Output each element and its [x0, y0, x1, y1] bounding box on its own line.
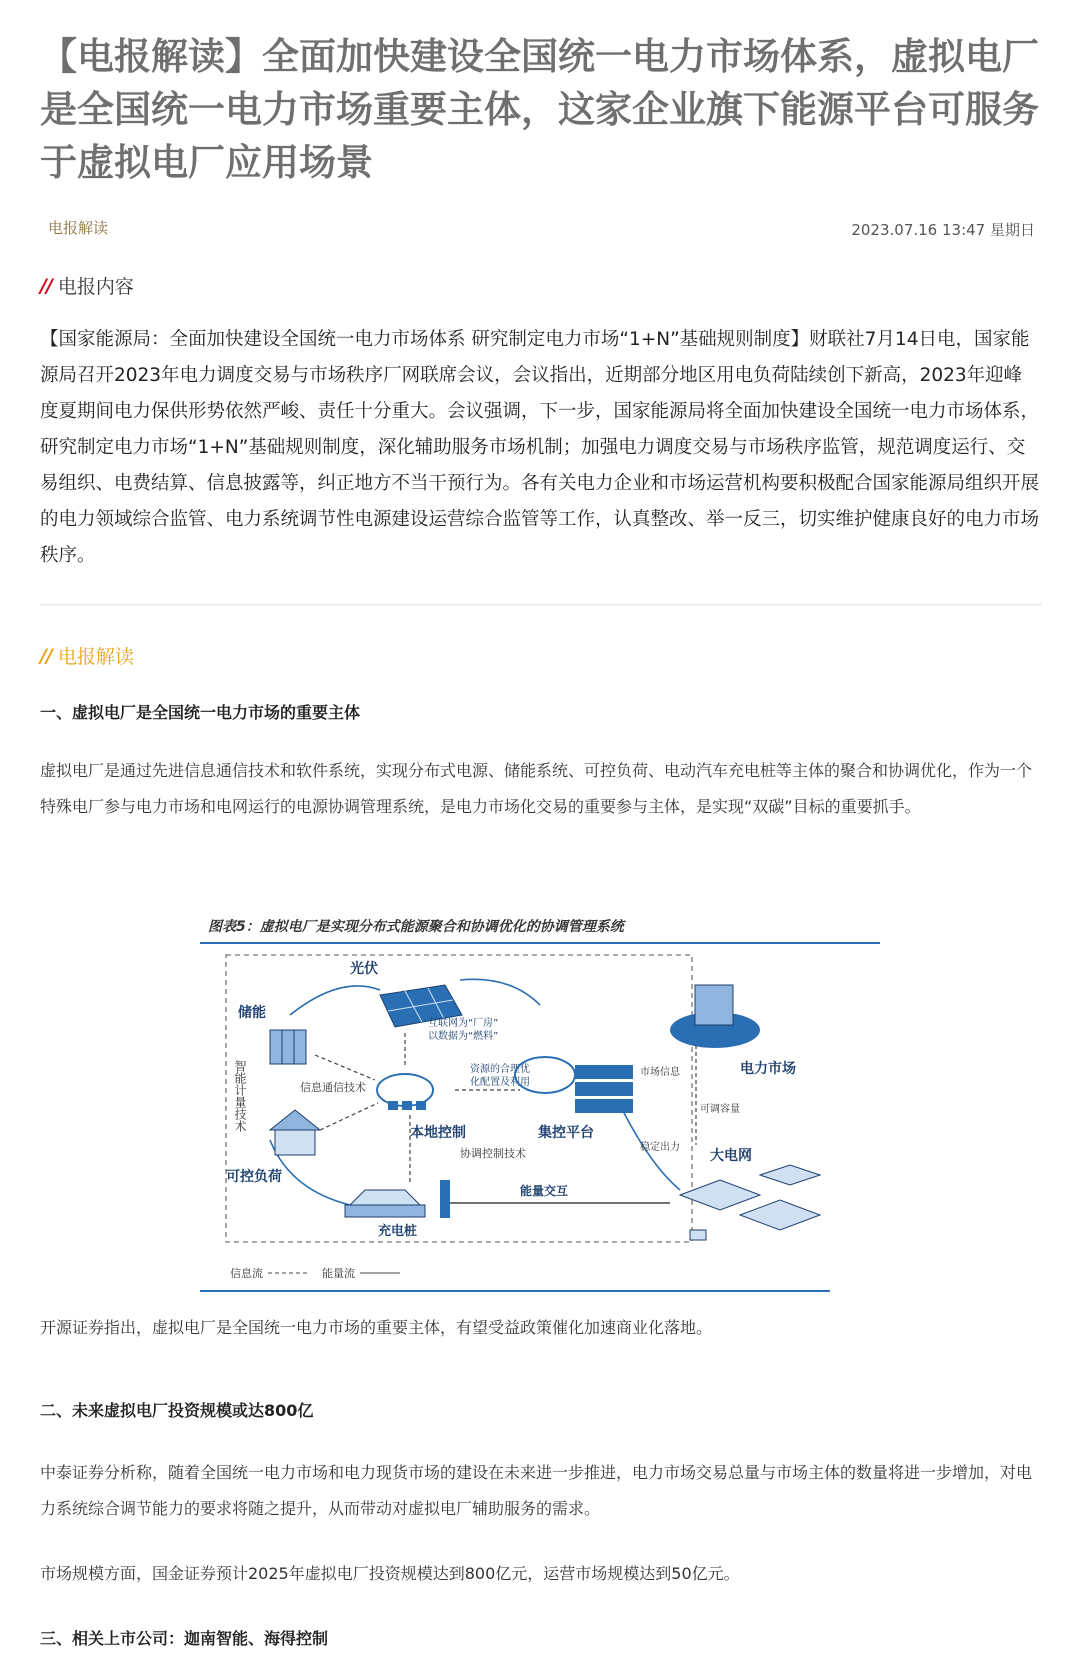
- article-title: 【电报解读】全面加快建设全国统一电力市场体系，虚拟电厂是全国统一电力市场重要主体，这家企业旗下能源平台可服务于虚拟电厂应用场景: [40, 35, 1039, 184]
- paragraph-1: 虚拟电厂是通过先进信息通信技术和软件系统，实现分布式电源、储能系统、可控负荷、电动汽车充电桩等主体的聚合和协调优化，作为一个特殊电厂参与电力市场和电网运行的电源协调管理系统，是电力市场化交易的重要参与主体，是实现“双碳”目标的重要抓手。: [40, 761, 1033, 816]
- electric-car-icon: [345, 1190, 425, 1217]
- server-platform-icon: [515, 1057, 633, 1113]
- label-storage: 储能: [238, 1005, 266, 1021]
- arc-line: [290, 986, 380, 1015]
- vpp-boundary: [226, 955, 692, 1242]
- label-adjustable-capacity: 可调容量: [700, 1104, 740, 1115]
- slash-mark-icon: //: [40, 644, 52, 667]
- legend-info-flow: 信息流: [230, 1267, 263, 1280]
- label-charging-pile: 充电桩: [378, 1224, 418, 1239]
- label-market-info: 市场信息: [640, 1067, 680, 1078]
- subheading-2: 二、未来虚拟电厂投资规模或达800亿: [40, 1401, 314, 1420]
- legend-energy-flow: 能量流: [322, 1267, 355, 1280]
- charging-pile-icon: [440, 1180, 450, 1218]
- label-big-grid: 大电网: [710, 1148, 752, 1164]
- paragraph-2: 开源证券指出，虚拟电厂是全国统一电力市场的重要主体，有望受益政策催化加速商业化落地。: [40, 1318, 713, 1337]
- news-body: 【国家能源局：全面加快建设全国统一电力市场体系 研究制定电力市场“1+N”基础规则制度】财联社7月14日电，国家能源局召开2023年电力调度交易与市场秩序厂网联席会议，会议指出，近期部分地区用电负荷陆续创下新高，2023年迎峰度夏期间电力保供形势依然严峻、责任十分重大。会议强调，下一步，国家能源局将全面加快建设全国统一电力市场体系，研究制定电力市场“1+N”基础规则制度，深化辅助服务市场机制；加强电力调度交易与市场秩序监管，规范调度运行、交易组织、电费结算、信息披露等，纠正地方不当干预行为。各有关电力企业和市场运营机构要积极配合国家能源局组织开展的电力领域综合监管、电力系统调节性电源建设运营综合监管等工作，认真整改、举一反三，切实维护健康良好的电力市场秩序。: [40, 329, 1040, 566]
- paragraph-3: 中泰证券分析称，随着全国统一电力市场和电力现货市场的建设在未来进一步推进，电力市场交易总量与市场主体的数量将进一步增加，对电力系统综合调节能力的要求将随之提升，从而带动对虚拟电厂辅助服务的需求。: [40, 1463, 1033, 1518]
- label-smart-metering: 智能计量技术: [233, 1060, 247, 1132]
- label-info-comm: 信息通信技术: [300, 1081, 366, 1094]
- subheading-1: 一、虚拟电厂是全国统一电力市场的重要主体: [40, 703, 361, 722]
- figure-caption: 图表5：虚拟电厂是实现分布式能源聚合和协调优化的协调管理系统: [208, 919, 624, 935]
- arc-line: [460, 979, 540, 1005]
- label-power-market: 电力市场: [740, 1061, 796, 1077]
- slash-mark-icon: //: [40, 274, 52, 297]
- paragraph-4: 市场规模方面，国金证券预计2025年虚拟电厂投资规模达到800亿元，运营市场规模达到50亿元。: [40, 1564, 740, 1583]
- section-heading-label: 电报解读: [57, 646, 134, 668]
- subheading-3: 三、相关上市公司：迦南智能、海得控制: [40, 1629, 329, 1648]
- label-resource-1: 资源的合理优: [470, 1064, 530, 1075]
- cloud-control-icon: [377, 1074, 433, 1110]
- category-tag[interactable]: 电报解读: [48, 219, 109, 237]
- label-local-control: 本地控制: [410, 1125, 466, 1141]
- label-central-platform: 集控平台: [538, 1125, 594, 1141]
- house-icon: [270, 1110, 320, 1155]
- label-solar: 光伏: [350, 961, 378, 977]
- publish-datetime: 2023.07.16 13:47 星期日: [851, 221, 1035, 239]
- label-internet-2: 以数据为“燃料”: [428, 1031, 499, 1042]
- power-market-icon: [670, 985, 760, 1048]
- smart-metering-label: [233, 1060, 247, 1132]
- label-controllable-load: 可控负荷: [226, 1169, 282, 1185]
- storage-battery-icon: [270, 1030, 306, 1064]
- label-resource-2: 化配置及利用: [470, 1077, 530, 1088]
- section-heading-label: 电报内容: [57, 276, 134, 298]
- power-grid-icon: [680, 1165, 820, 1240]
- divider: [40, 604, 1042, 605]
- label-stable-output: 稳定出力: [640, 1142, 680, 1153]
- virtual-power-plant-diagram: [200, 905, 880, 1301]
- label-energy-exchange: 能量交互: [520, 1184, 569, 1198]
- label-internet-1: 互联网为“厂房”: [428, 1018, 499, 1029]
- label-coordination-tech: 协调控制技术: [460, 1147, 526, 1160]
- section-heading-analysis: [40, 642, 134, 669]
- section-heading-content: [40, 272, 134, 299]
